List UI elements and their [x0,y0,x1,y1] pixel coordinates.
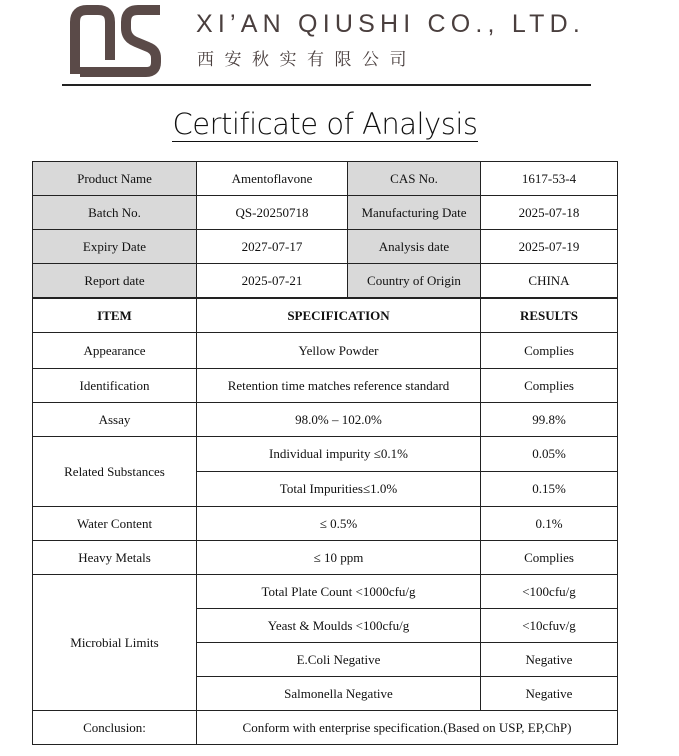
test-spec: Total Impurities≤1.0% [197,472,481,507]
test-spec: Total Plate Count <1000cfu/g [197,575,481,609]
info-value: 2025-07-18 [481,196,618,230]
info-row [33,162,618,196]
product-info-table [32,161,618,298]
test-spec: 98.0% – 102.0% [197,403,481,437]
company-name-cn: 西安秋实有限公司 [197,50,417,70]
column-header-item: ITEM [33,299,197,333]
info-label: Country of Origin [348,264,481,298]
test-result: 0.15% [481,472,618,507]
test-result: 0.05% [481,437,618,472]
table-row [33,333,618,369]
table-row [33,437,618,472]
info-row [33,230,618,264]
info-value: QS-20250718 [197,196,348,230]
test-spec: Individual impurity ≤0.1% [197,437,481,472]
info-row [33,196,618,230]
info-label: Product Name [33,162,197,196]
company-name-en: XI’AN QIUSHI CO., LTD. [196,10,585,38]
test-item: Assay [33,403,197,437]
table-row [33,541,618,575]
company-logo [68,2,164,78]
info-value: Amentoflavone [197,162,348,196]
info-value: CHINA [481,264,618,298]
info-value: 2025-07-19 [481,230,618,264]
column-header-specification: SPECIFICATION [197,299,481,333]
test-item: Related Substances [33,437,197,507]
test-item: Microbial Limits [33,575,197,711]
test-item: Water Content [33,507,197,541]
test-spec: ≤ 0.5% [197,507,481,541]
test-spec: Yeast & Moulds <100cfu/g [197,609,481,643]
document-title: Certificate of Analysis [172,107,478,141]
test-spec: ≤ 10 ppm [197,541,481,575]
info-value: 2025-07-21 [197,264,348,298]
test-spec: Salmonella Negative [197,677,481,711]
test-results-table [32,298,618,745]
test-spec: Yellow Powder [197,333,481,369]
info-label: CAS No. [348,162,481,196]
table-row [33,507,618,541]
table-header-row [33,299,618,333]
conclusion-row [33,711,618,745]
test-result: Complies [481,369,618,403]
info-label: Manufacturing Date [348,196,481,230]
test-result: <100cfu/g [481,575,618,609]
table-row [33,575,618,609]
info-label: Analysis date [348,230,481,264]
test-spec: E.Coli Negative [197,643,481,677]
test-item: Appearance [33,333,197,369]
conclusion-text: Conform with enterprise specification.(Based on USP, EP,ChP) [197,711,618,745]
conclusion-label: Conclusion: [33,711,197,745]
test-result: 0.1% [481,507,618,541]
test-result: 99.8% [481,403,618,437]
column-header-results: RESULTS [481,299,618,333]
table-row [33,369,618,403]
info-label: Expiry Date [33,230,197,264]
header-divider [62,84,591,86]
table-row [33,403,618,437]
test-result: Negative [481,677,618,711]
info-label: Report date [33,264,197,298]
info-label: Batch No. [33,196,197,230]
test-spec: Retention time matches reference standard [197,369,481,403]
info-row [33,264,618,298]
test-result: Complies [481,333,618,369]
test-result: Negative [481,643,618,677]
info-value: 1617-53-4 [481,162,618,196]
test-result: <10cfuv/g [481,609,618,643]
info-value: 2027-07-17 [197,230,348,264]
test-item: Heavy Metals [33,541,197,575]
test-item: Identification [33,369,197,403]
test-result: Complies [481,541,618,575]
